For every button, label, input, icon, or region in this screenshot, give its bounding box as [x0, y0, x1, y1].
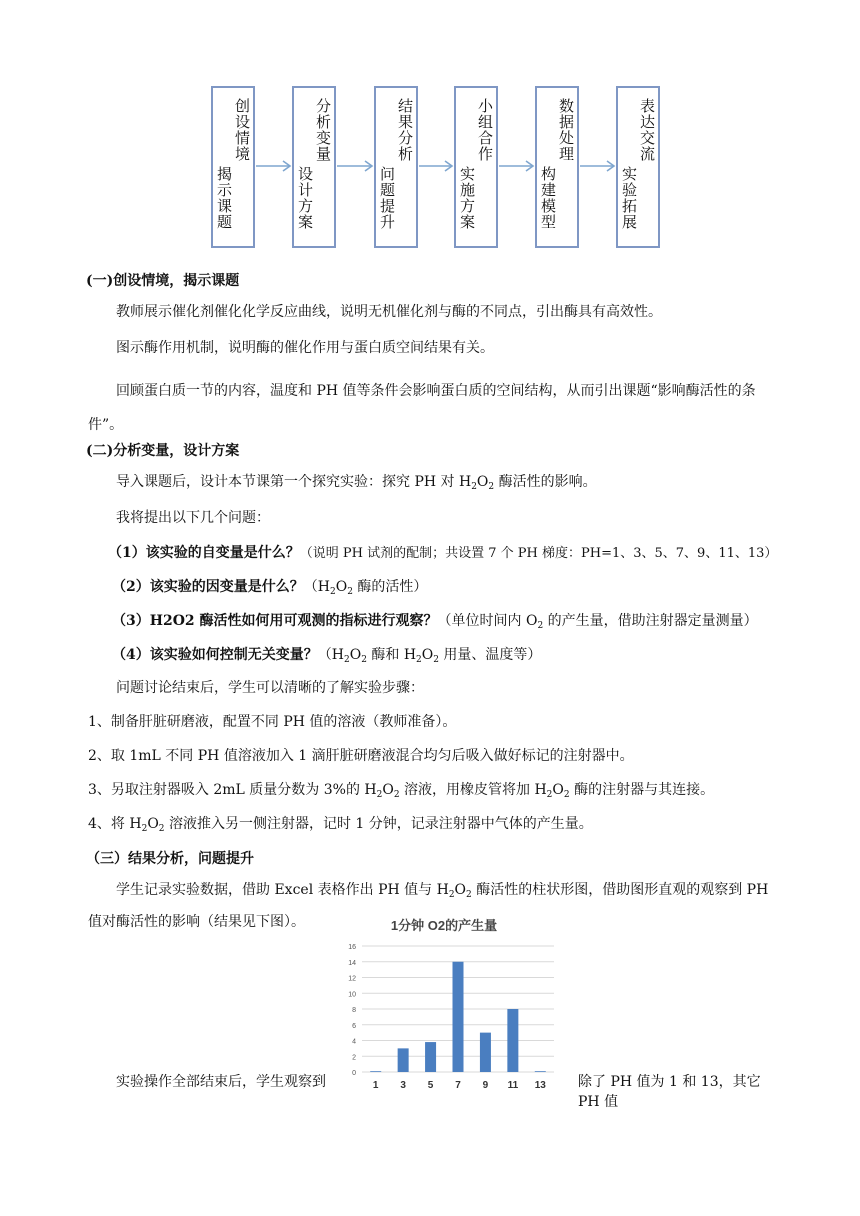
flow-step-label: 揭示课题: [215, 166, 233, 230]
paragraph: 除了 PH 值为 1 和 13，其它 PH 值: [578, 1074, 761, 1110]
flow-step-box: [211, 86, 255, 248]
flow-arrow-icon: [418, 160, 454, 172]
flow-arrow-icon: [255, 160, 292, 172]
question-1: （1）该实验的自变量是什么？（说明 PH 试剂的配制；共设置 7 个 PH 梯度：PH=1、3、5、7、9、11、13）: [108, 545, 778, 561]
paragraph: 问题讨论结束后，学生可以清晰的了解实验步骤：: [116, 680, 424, 696]
flow-step-label: 结果分析: [396, 98, 414, 162]
x-tick-label: 3: [400, 1080, 406, 1091]
flow-step-label: 创设情境: [233, 98, 251, 162]
bar-ph-3: [398, 1048, 409, 1072]
question-4: （4）该实验如何控制无关变量？（$H_2O_2$ 酶和 $H_2O_2$ 用量、温度等）: [112, 647, 542, 665]
bar-ph-1: [370, 1071, 381, 1072]
x-tick-label: 11: [507, 1080, 519, 1091]
y-tick-label: 0: [352, 1070, 356, 1077]
y-tick-label: 6: [352, 1022, 356, 1030]
flow-step-box: [454, 86, 498, 248]
paragraph: 我将提出以下几个问题：: [116, 510, 270, 526]
flow-arrow-icon: [336, 160, 374, 172]
x-tick-label: 1: [372, 1080, 379, 1091]
paragraph: 学生记录实验数据，借助 Excel 表格作出 PH 值与 $H_2O_2$ 酶活性的柱状形图，借助图形直观的观察到 PH: [116, 882, 769, 900]
flow-step-box: [616, 86, 660, 248]
flow-step-label: 构建模型: [539, 166, 557, 230]
x-tick-label: 5: [427, 1080, 434, 1091]
bar-ph-5: [425, 1042, 436, 1072]
paragraph: 回顾蛋白质一节的内容，温度和 PH 值等条件会影响蛋白质的空间结构，从而引出课题“影响酶活性的条件”。: [88, 383, 756, 433]
x-tick-label: 7: [455, 1080, 461, 1091]
question-2: （2）该实验的因变量是什么？（$H_2O_2$ 酶的活性）: [112, 579, 428, 597]
y-tick-label: 8: [352, 1007, 356, 1014]
paragraph: 图示酶作用机制，说明酶的催化作用与蛋白质空间结果有关。: [116, 340, 494, 356]
o2-bar-chart: [328, 908, 560, 1098]
flow-step-label: 小组合作: [476, 98, 494, 162]
chart-title: 1分钟 O2的产生量: [390, 918, 498, 933]
flow-step-label: 数据处理: [557, 98, 575, 162]
paragraph: 教师展示催化剂催化化学反应曲线，说明无机催化剂与酶的不同点，引出酶具有高效性。: [116, 304, 662, 320]
flow-step-box: [535, 86, 579, 248]
step-4: 4、将 $H_2O_2$ 溶液推入另一侧注射器，记时 1 分钟，记录注射器中气体的产生量。: [88, 816, 593, 834]
paragraph: 实验操作全部结束后，学生观察到: [116, 1074, 326, 1090]
y-tick-label: 16: [348, 944, 356, 951]
flow-step-label: 问题提升: [378, 166, 396, 230]
flow-step-label: 表达交流: [638, 98, 656, 162]
bar-ph-9: [480, 1033, 491, 1072]
flow-diagram: [0, 0, 860, 260]
flow-arrow-icon: [579, 160, 616, 172]
flow-step-box: [374, 86, 418, 248]
step-1: 1、制备肝脏研磨液，配置不同 PH 值的溶液（教师准备）。: [88, 714, 457, 730]
question-3: （3）H2O2 酶活性如何用可观测的指标进行观察？（单位时间内 $O_2$ 的产生量，借助注射器定量测量）: [112, 613, 758, 631]
y-tick-label: 4: [352, 1038, 356, 1046]
x-tick-label: 9: [482, 1080, 489, 1091]
section-heading-1: (一)创设情境，揭示课题: [86, 273, 240, 289]
y-tick-label: 2: [352, 1054, 356, 1062]
bar-ph-7: [453, 962, 464, 1072]
flow-arrow-icon: [498, 160, 535, 172]
flow-step-label: 实施方案: [458, 166, 476, 230]
y-tick-label: 12: [348, 975, 356, 983]
bar-ph-13: [535, 1071, 546, 1072]
flow-step-label: 分析变量: [314, 98, 332, 162]
y-tick-label: 14: [348, 959, 356, 967]
paragraph: 值对酶活性的影响（结果见下图）。: [88, 914, 305, 930]
paragraph: 导入课题后，设计本节课第一个探究实验：探究 PH 对 $H_2O_2$ 酶活性的影响。: [116, 474, 597, 492]
section-heading-3: （三）结果分析，问题提升: [86, 851, 254, 867]
flow-step-box: [292, 86, 336, 248]
flow-step-label: 实验拓展: [620, 166, 638, 230]
step-2: 2、取 1mL 不同 PH 值溶液加入 1 滴肝脏研磨液混合均匀后吸入做好标记的注射器中。: [88, 748, 634, 764]
bar-ph-11: [507, 1009, 518, 1072]
section-heading-2: (二)分析变量，设计方案: [86, 443, 240, 459]
x-tick-label: 13: [534, 1080, 546, 1091]
step-3: 3、另取注射器吸入 2mL 质量分数为 3%的 $H_2O_2$ 溶液，用橡皮管将加 $H_2O_2$ 酶的注射器与其连接。: [88, 782, 715, 800]
flow-step-label: 设计方案: [296, 166, 314, 230]
y-tick-label: 10: [348, 991, 356, 999]
